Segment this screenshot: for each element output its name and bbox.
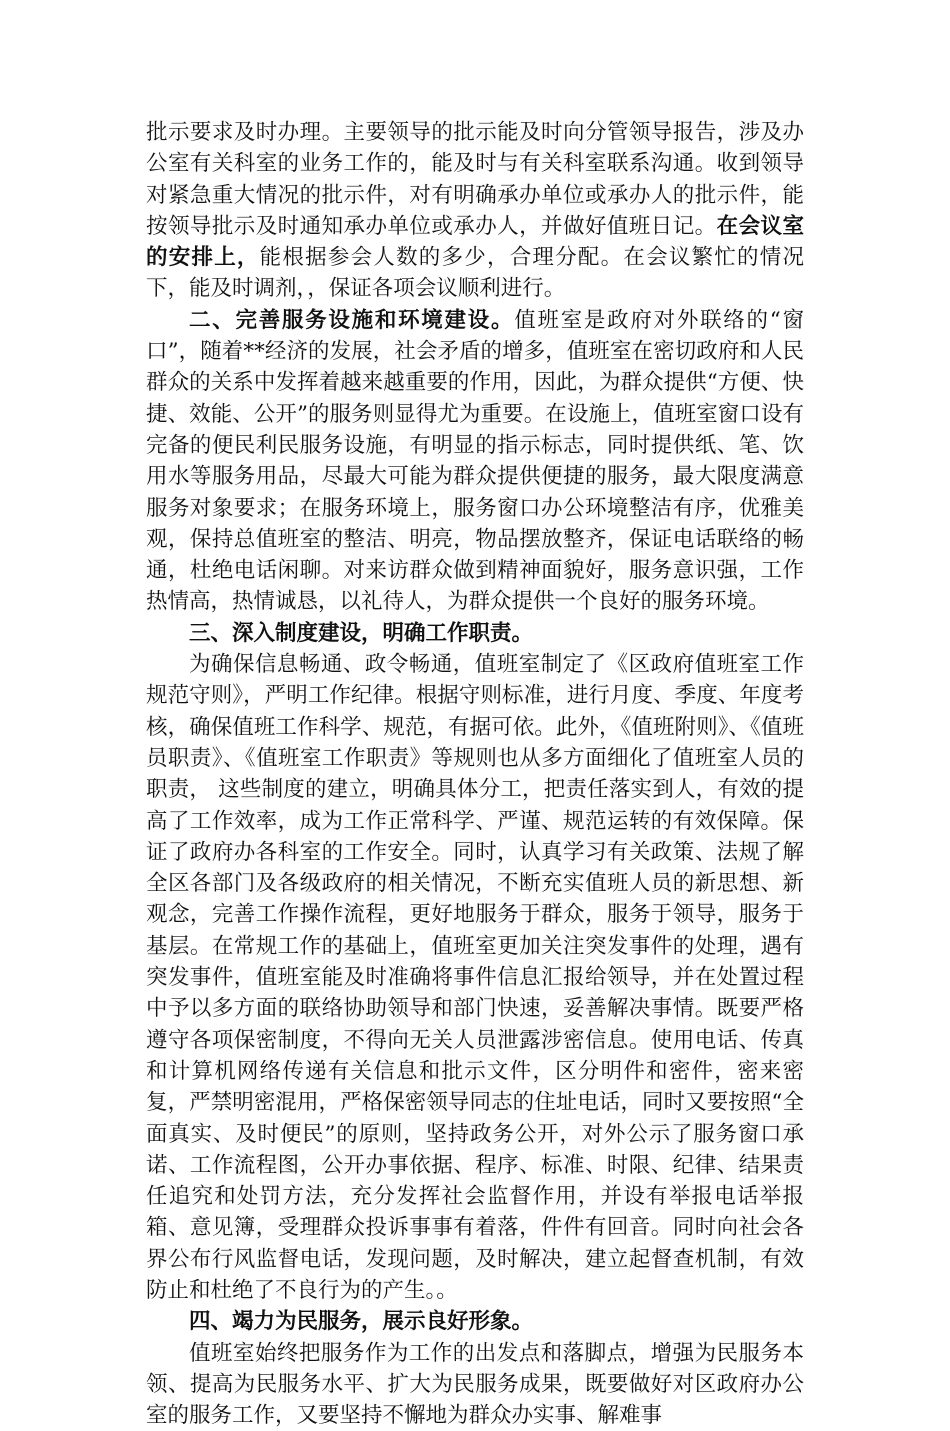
section-3-text: 为确保信息畅通、政令畅通，值班室制定了《区政府值班室工作规范守则》，严明工作纪律。根据守则标准，进行月度、季度、年度考核，确保值班工作科学、规范，有据可依。此外，《值班附则》、《值班员职责》、《值班室工作职责》等规则也从多方面细化了值班室人员的职责， 这些制度的建立，明确具体分工，把责任落实到人，有效的提高了工作效率，成为工作正常科学、严谨、规范运转的有效保障。保证了政府办各科室的工作安全。同时，认真学习有关政策、法规了解全区各部门及各级政府的相关情况，不断充实值班人员的新思想、新观念，完善工作操作流程，更好地服务于群众，服务于领导，服务于基层。在常规工作的基础上，值班室更加关注突发事件的处理，遇有突发事件，值班室能及时准确将事件信息汇报给领导，并在处置过程中予以多方面的联络协助领导和部门快速，妥善解决事情。既要严格遵守各项保密制度，不得向无关人员泄露涉密信息。使用电话、传真和计算机网络传递有关信息和批示文件，区分明件和密件，密来密复，严禁明密混用，严格保密领导同志的住址电话，同时又要按照“全面真实、及时便民”的原则，坚持政务公开，对外公示了服务窗口承诺、工作流程图，公开办事依据、程序、标准、时限、纪律、结果责任追究和处罚方法，充分发挥社会监督作用，并设有举报电话举报箱、意见簿，受理群众投诉事事有着落，件件有回音。同时向社会各界公布行风监督电话，发现问题，及时解决，建立起督查机制，有效防止和杜绝了不良行为的产生。。 [146,652,804,1303]
section-4-text: 值班室始终把服务作为工作的出发点和落脚点，增强为民服务本领、提高为民服务水平、扩大为民服务成果，既要做好对区政府办公室的服务工作，又要坚持不懈地为群众办实事、解难事 [146,1340,804,1429]
section-2-text: 值班室是政府对外联络的“窗口”，随着**经济的发展，社会矛盾的增多，值班室在密切政府和人民群众的关系中发挥着越来越重要的作用，因此，为群众提供“方便、快捷、效能、公开”的服务则显得尤为重要。在设施上，值班室窗口设有完备的便民利民服务设施，有明显的指示标志，同时提供纸、笔、饮用水等服务用品，尽最大可能为群众提供便捷的服务，最大限度满意服务对象要求；在服务环境上，服务窗口办公环境整洁有序，优雅美观，保持总值班室的整洁、明亮，物品摆放整齐，保证电话联络的畅通，杜绝电话闲聊。对来访群众做到精神面貌好，服务意识强，工作热情高，热情诚恳，以礼待人，为群众提供一个良好的服务环境。 [146,307,804,615]
paragraph-text: 批示要求及时办理。主要领导的批示能及时向分管领导报告，涉及办公室有关科室的业务工作的，能及时与有关科室联系沟通。收到领导对紧急重大情况的批示件，对有明确承办单位或承办人的批示件，能按领导批示及时通知承办单位或承办人，并做好值班日记。 [146,120,804,239]
section-4-heading: 四、竭力为民服务，展示良好形象。 [189,1309,534,1335]
section-2-heading: 二、完善服务设施和环境建设。 [189,307,515,333]
section-2-paragraph [146,305,804,618]
bold-phrase-meeting-room: 在会议室的安排上， [146,213,804,271]
paragraph-text: 能根据参会人数的多少，合理分配。在会议繁忙的情况下，能及时调剂，，保证各项会议顺利进行。 [146,245,804,302]
document-page [146,117,804,1431]
section-3-heading: 三、深入制度建设，明确工作职责。 [189,620,534,646]
paragraph-duty-handling [146,117,804,305]
